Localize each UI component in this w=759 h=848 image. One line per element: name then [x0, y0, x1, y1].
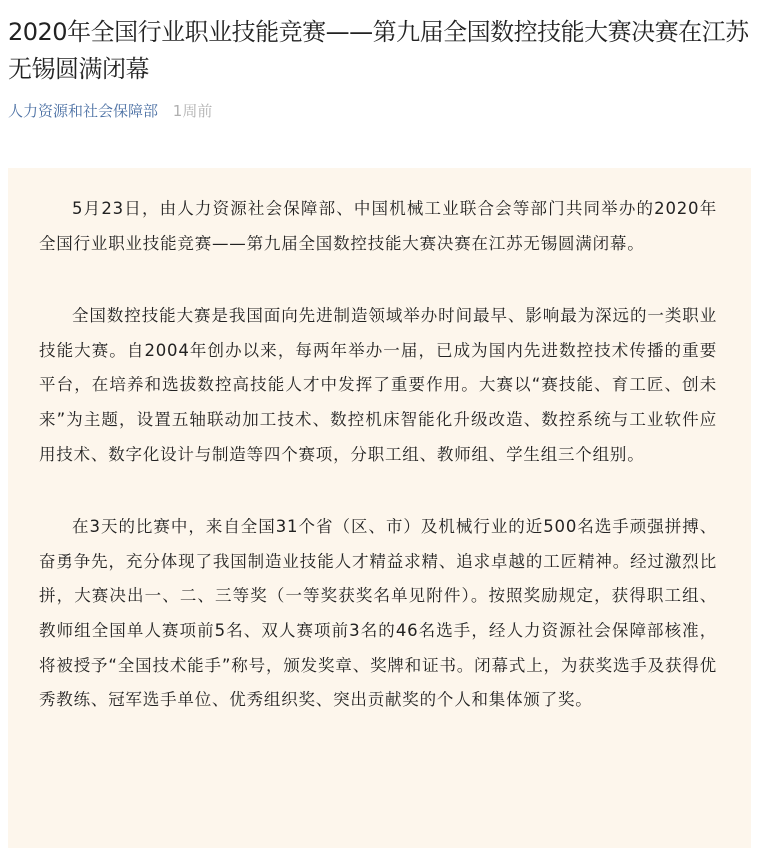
article-title: 2020年全国行业职业技能竞赛——第九届全国数控技能大赛决赛在江苏无锡圆满闭幕: [8, 18, 749, 83]
publish-time: 1周前: [172, 102, 213, 120]
paragraph-3: 在3天的比赛中，来自全国31个省（区、市）及机械行业的近500名选手顽强拼搏、奋勇争先，充分体现了我国制造业技能人才精益求精、追求卓越的工匠精神。经过激烈比拼，大赛决出一、二、三等奖（一等奖获奖名单见附件）。按照奖励规定，获得职工组、教师组全国单人赛项前5名、双人赛项前3名的46名选手，经人力资源社会保障部核准，将被授予“全国技术能手”称号，颁发奖章、奖牌和证书。闭幕式上，为获奖选手及获得优秀教练、冠军选手单位、优秀组织奖、突出贡献奖的个人和集体颁了奖。: [39, 517, 717, 710]
article-meta: [8, 100, 212, 122]
article-body: [8, 168, 751, 848]
source-link[interactable]: 人力资源和社会保障部: [8, 102, 159, 120]
paragraph-2: 全国数控技能大赛是我国面向先进制造领域举办时间最早、影响最为深远的一类职业技能大赛。自2004年创办以来，每两年举办一届，已成为国内先进数控技术传播的重要平台，在培养和选拔数控高技能人才中发挥了重要作用。大赛以“赛技能、育工匠、创未来”为主题，设置五轴联动加工技术、数控机床智能化升级改造、数控系统与工业软件应用技术、数字化设计与制造等四个赛项，分职工组、教师组、学生组三个组别。: [39, 306, 717, 464]
paragraph-1: 5月23日，由人力资源社会保障部、中国机械工业联合会等部门共同举办的2020年全国行业职业技能竞赛——第九届全国数控技能大赛决赛在江苏无锡圆满闭幕。: [39, 199, 717, 253]
